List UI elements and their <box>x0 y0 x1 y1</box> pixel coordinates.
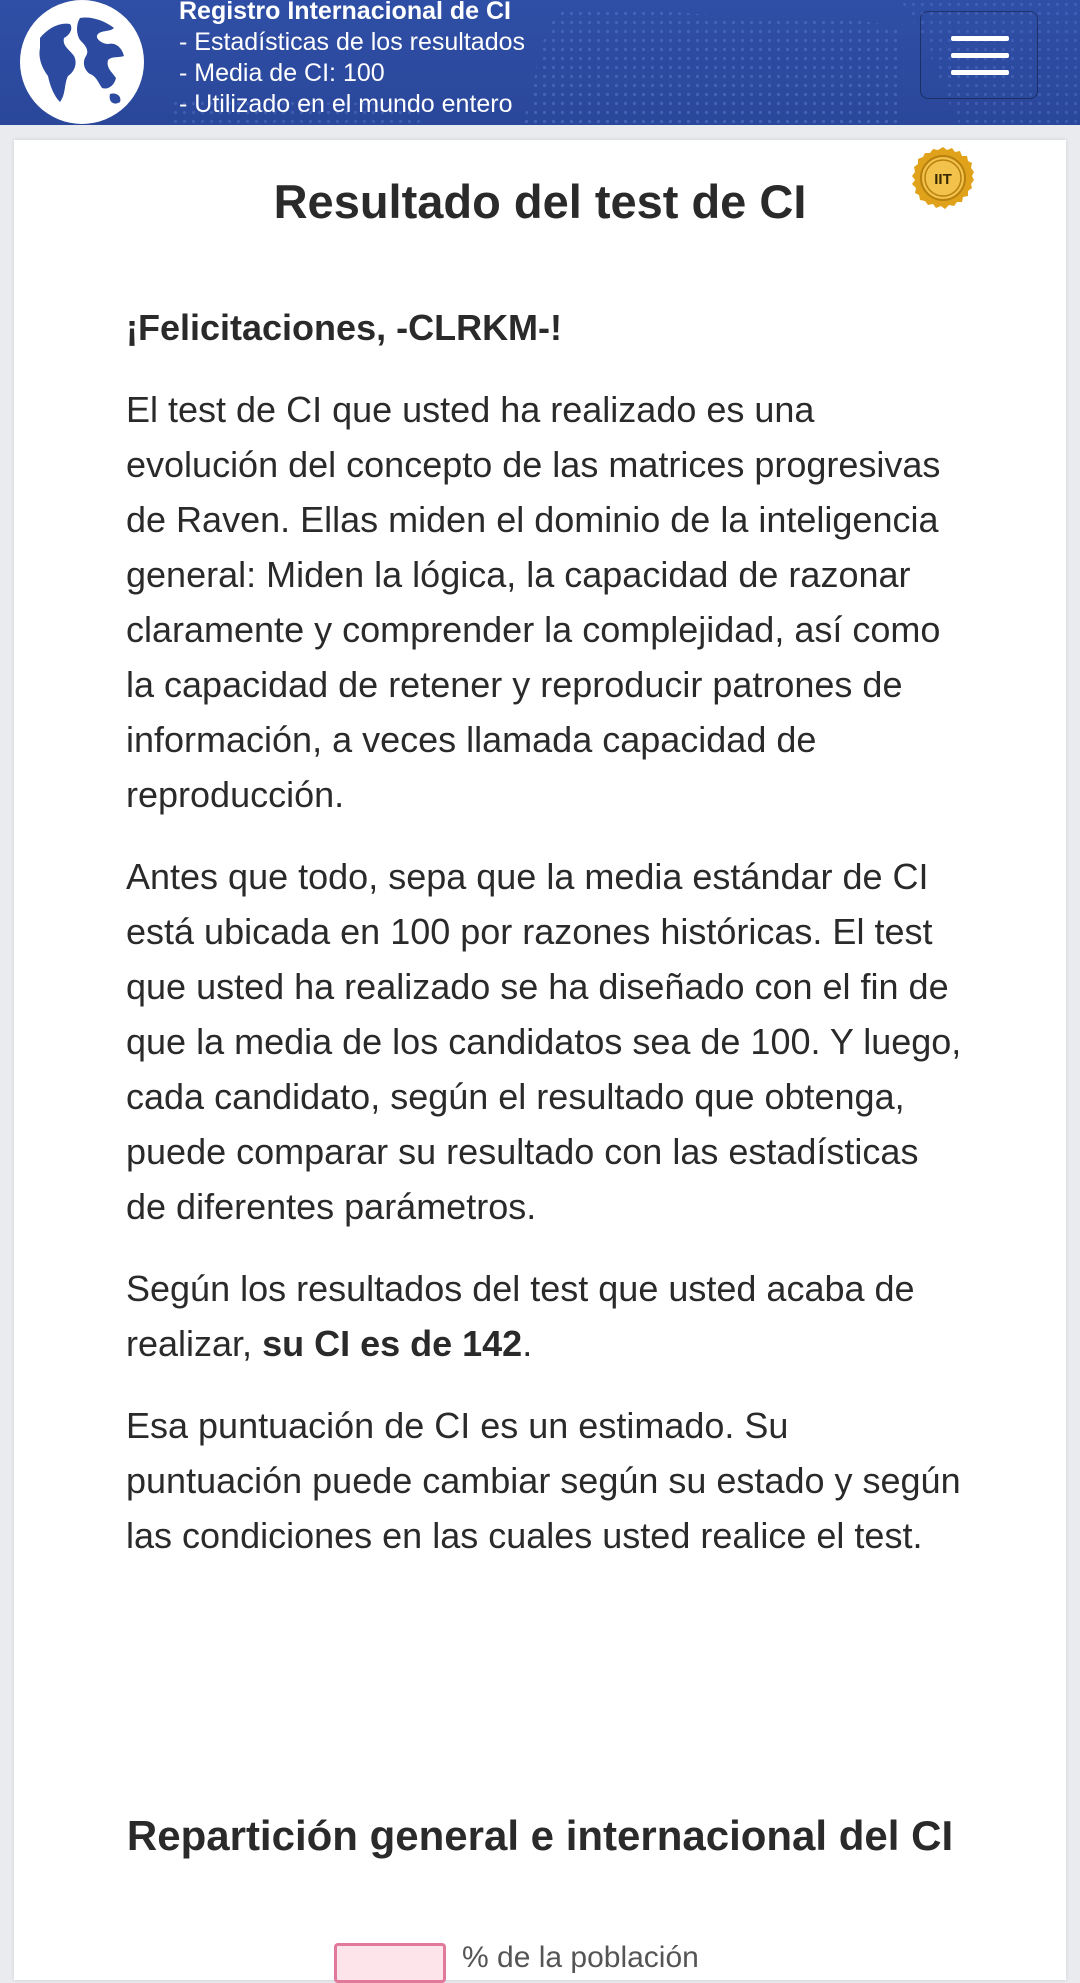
greeting-text: ¡Felicitaciones, -CLRKM-! <box>126 307 563 348</box>
hamburger-menu-icon <box>951 36 1009 41</box>
header-line-mean: - Media de CI: 100 <box>179 59 385 87</box>
legend-label[interactable]: % de la población <box>462 1941 699 1974</box>
world-map-background <box>0 0 1080 125</box>
intro-paragraph: El test de CI que usted ha realizado es una evolución del concepto de las matrices progresivas de Raven. Ellas miden el dominio de la inteligencia general: Miden la lógica, la capacidad de razonar claramente y comprender la complejidad, así como la capacidad de retener y reproducir patrones de información, a veces llamada capacidad de reproducción. <box>126 389 941 815</box>
hamburger-menu-icon-bar <box>951 70 1009 75</box>
page-title: Resultado del test de CI <box>273 175 807 228</box>
site-title[interactable]: Registro Internacional de CI <box>179 0 512 25</box>
score-text-prefix: Según los resultados del test que usted acaba de realizar, <box>126 1268 915 1364</box>
hamburger-menu-button[interactable] <box>920 11 1038 99</box>
legend-swatch[interactable] <box>334 1943 446 1983</box>
header-line-worldwide: - Utilizado en el mundo entero <box>179 90 513 118</box>
hamburger-menu-icon-bar <box>951 53 1009 58</box>
estimate-paragraph: Esa puntuación de CI es un estimado. Su puntuación puede cambiar según su estado y según las condiciones en las cuales usted realice el test. <box>126 1405 961 1556</box>
header-info <box>179 0 525 120</box>
result-content <box>126 300 966 1590</box>
distribution-title: Repartición general e internacional del CI <box>126 1812 954 1859</box>
globe-icon[interactable] <box>18 0 146 125</box>
header-line-stats: - Estadísticas de los resultados <box>179 28 525 56</box>
score-paragraph <box>126 1261 966 1371</box>
site-header <box>0 0 1080 125</box>
svg-text:IIT: IIT <box>934 171 952 188</box>
iq-score-value: su CI es de 142 <box>262 1323 523 1364</box>
score-text-suffix: . <box>522 1323 533 1364</box>
mean-paragraph: Antes que todo, sepa que la media estándar de CI está ubicada en 100 por razones históricas. El test que usted ha realizado se ha diseñado con el fin de que la media de los candidatos sea de 100. Y luego, cada candidato, según el resultado que obtenga, puede comparar su resultado con las estadísticas de diferentes parámetros. <box>126 856 962 1227</box>
